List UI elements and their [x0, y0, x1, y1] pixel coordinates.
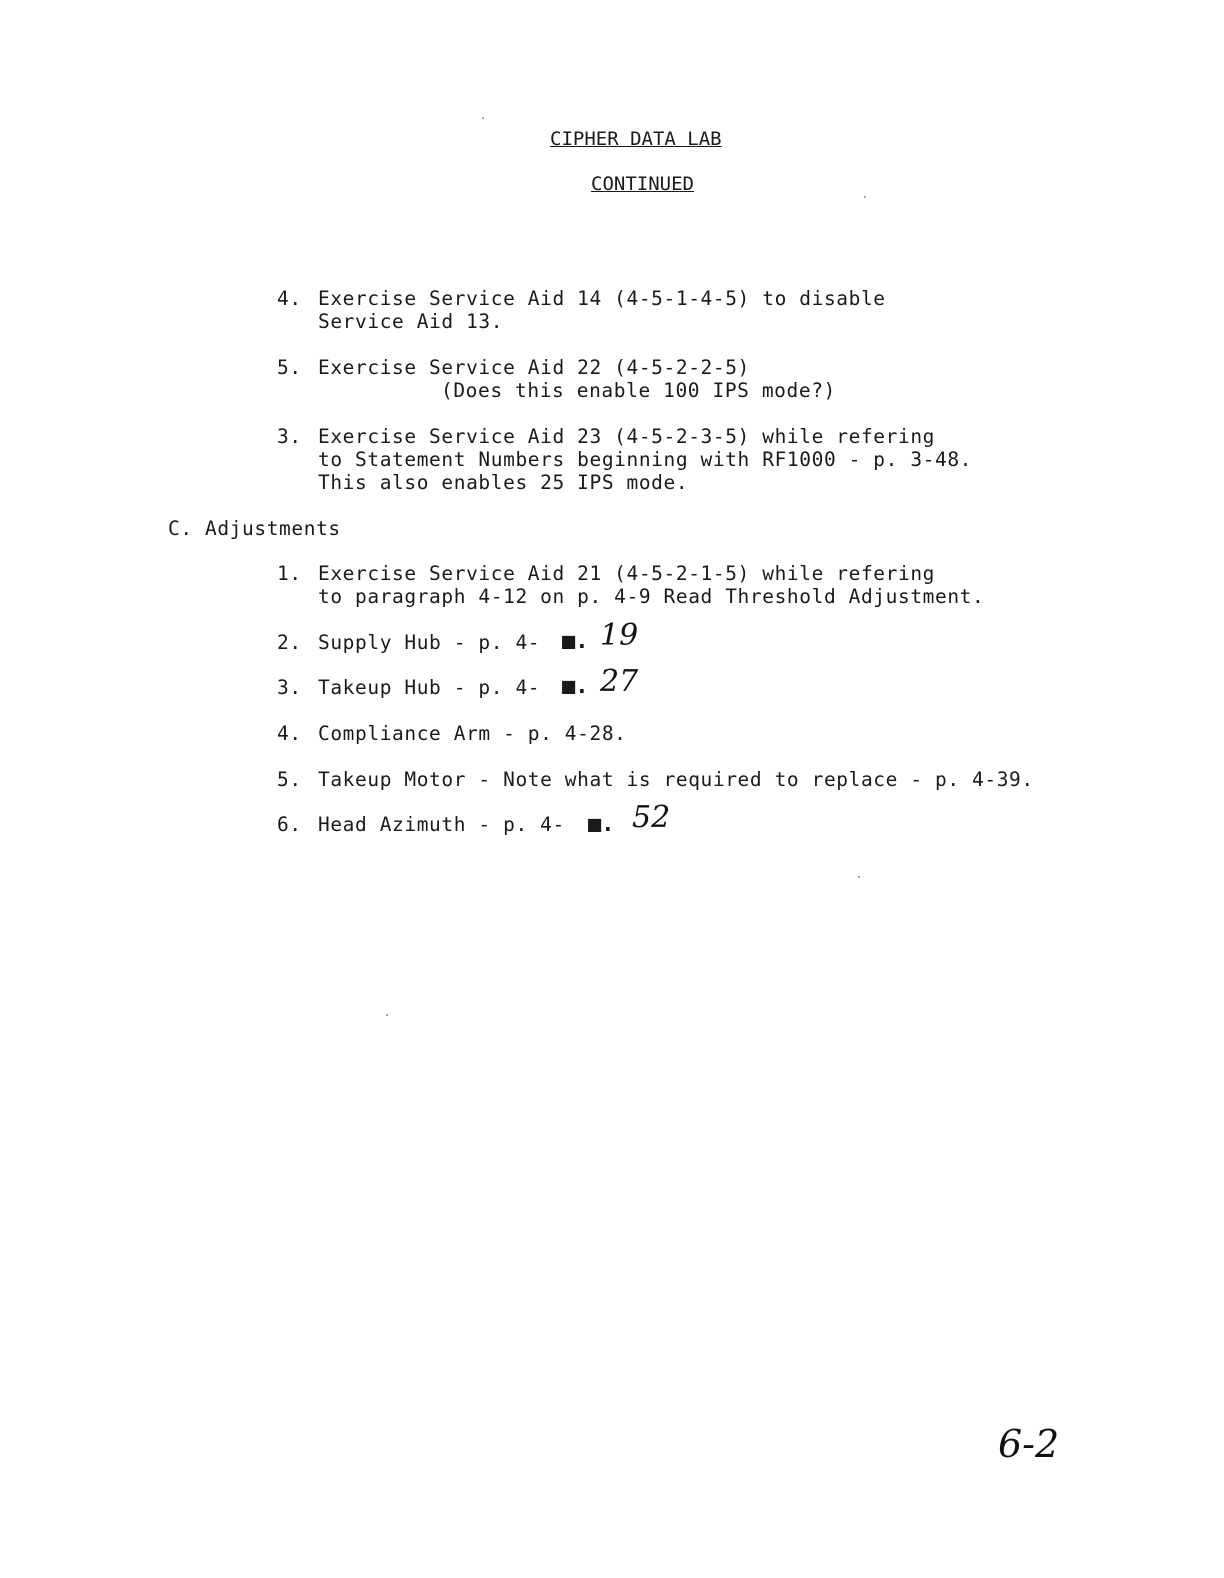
item-line: This also enables 25 IPS mode.	[318, 471, 689, 494]
scan-speck	[386, 1014, 388, 1016]
scan-speck	[864, 196, 866, 198]
item-line: Takeup Motor - Note what is required to replace - p. 4-39.	[318, 768, 1034, 791]
handwritten-page: 27	[600, 664, 639, 699]
item-number: 3.	[277, 676, 302, 699]
scan-speck	[482, 117, 484, 119]
item-line: to Statement Numbers beginning with RF1000 - p. 3-48.	[318, 448, 973, 471]
handwritten-page: 19	[600, 618, 639, 653]
page-title: CIPHER DATA LAB	[550, 128, 722, 150]
item-number: 4.	[277, 287, 302, 310]
item-line: Head Azimuth - p. 4-	[318, 813, 565, 836]
item-line: Supply Hub - p. 4-	[318, 631, 541, 654]
item-number: 5.	[277, 356, 302, 379]
item-line: to paragraph 4-12 on p. 4-9 Read Threshold Adjustment.	[318, 585, 985, 608]
scan-speck	[858, 876, 860, 878]
item-number: 1.	[277, 562, 302, 585]
scribble-mark: ■.	[588, 812, 615, 837]
section-heading: C. Adjustments	[168, 517, 341, 540]
scribble-mark: ■.	[562, 629, 589, 654]
item-number: 4.	[277, 722, 302, 745]
item-line: Takeup Hub - p. 4-	[318, 676, 541, 699]
item-line: (Does this enable 100 IPS mode?)	[441, 379, 836, 402]
item-line: Exercise Service Aid 21 (4-5-2-1-5) while refering	[318, 562, 935, 585]
page-number: 6-2	[998, 1422, 1060, 1466]
item-number: 3.	[277, 425, 302, 448]
item-number: 2.	[277, 631, 302, 654]
item-number: 6.	[277, 813, 302, 836]
item-line: Exercise Service Aid 22 (4-5-2-2-5)	[318, 356, 750, 379]
item-line: Service Aid 13.	[318, 310, 504, 333]
page-subtitle: CONTINUED	[591, 173, 694, 195]
handwritten-page: 52	[632, 800, 671, 835]
item-number: 5.	[277, 768, 302, 791]
item-line: Compliance Arm - p. 4-28.	[318, 722, 627, 745]
item-line: Exercise Service Aid 14 (4-5-1-4-5) to disable	[318, 287, 886, 310]
scribble-mark: ■.	[562, 674, 589, 699]
item-line: Exercise Service Aid 23 (4-5-2-3-5) while refering	[318, 425, 935, 448]
